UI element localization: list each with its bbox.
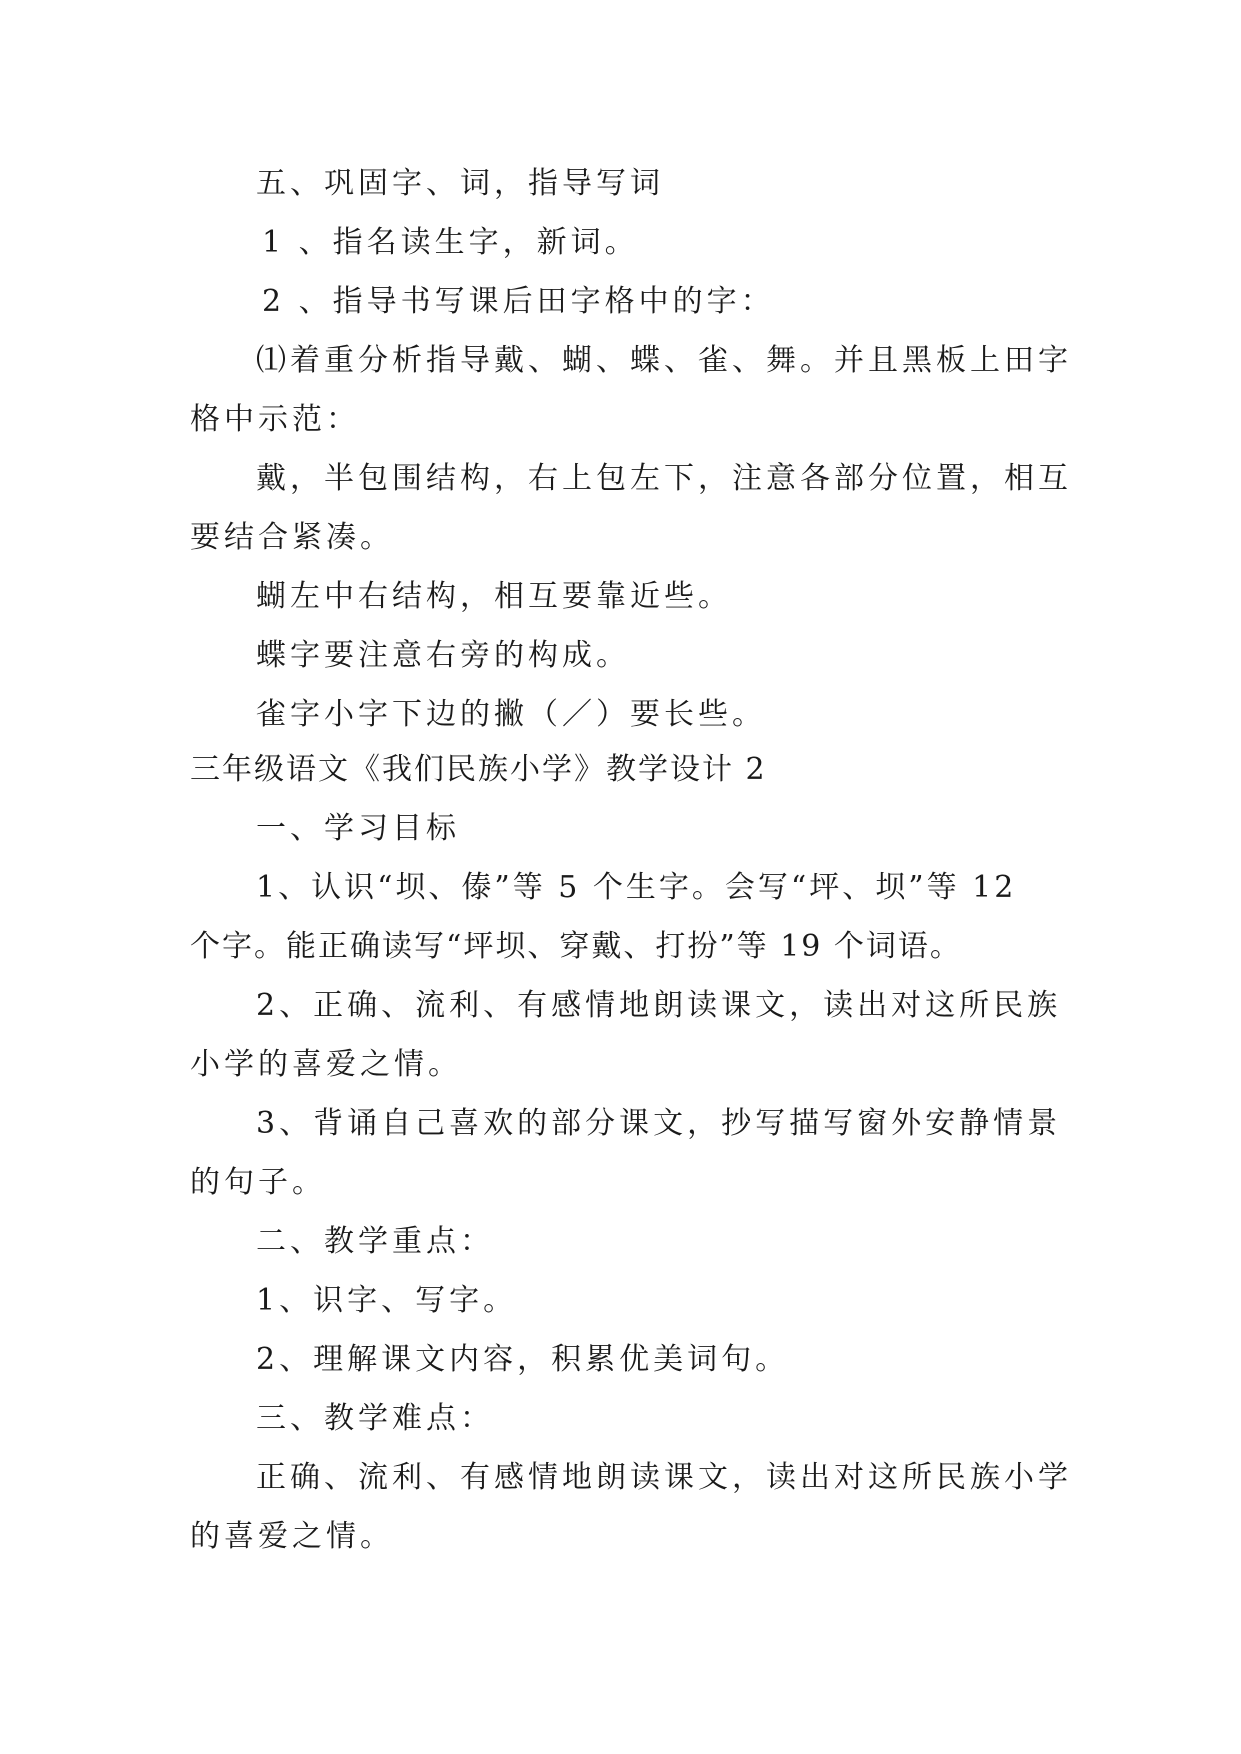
key-point-one: 1、识字、写字。: [256, 1283, 518, 1318]
paragraph-analysis-line1: ⑴着重分析指导戴、蝴、蝶、雀、舞。并且黑板上田字: [256, 343, 1072, 378]
key-point-two: 2、理解课文内容，积累优美词句。: [256, 1342, 790, 1377]
paragraph-dai-line2: 要结合紧凑。: [190, 520, 394, 555]
step-two-text: 2 、指导书写课后田字格中的字：: [262, 284, 775, 319]
section-two-heading: 二、教学重点：: [256, 1224, 494, 1259]
goal-one-line2: 个字。能正确读写“坪坝、穿戴、打扮”等 19 个词语。: [190, 929, 962, 964]
difficulty-line2: 的喜爱之情。: [190, 1519, 394, 1554]
paragraph-que: 雀字小字下边的撇（／）要长些。: [256, 697, 766, 732]
paragraph-hu: 蝴左中右结构，相互要靠近些。: [256, 579, 732, 614]
goal-three-line2: 的句子。: [190, 1165, 326, 1200]
goal-one-line1: 1、认识“坝、傣”等 5 个生字。会写“坪、坝”等 12: [256, 870, 1017, 905]
paragraph-die: 蝶字要注意右旁的构成。: [256, 638, 630, 673]
section-one-heading: 一、学习目标: [256, 811, 460, 846]
goal-three-line1: 3、背诵自己喜欢的部分课文，抄写描写窗外安静情景: [256, 1106, 1062, 1141]
paragraph-dai-line1: 戴，半包围结构，右上包左下，注意各部分位置，相互: [256, 461, 1072, 496]
document-title: 三年级语文《我们民族小学》教学设计 2: [190, 752, 767, 787]
goal-two-line2: 小学的喜爱之情。: [190, 1047, 462, 1082]
step-one-text: 1 、指名读生字，新词。: [262, 225, 639, 260]
goal-two-line1: 2、正确、流利、有感情地朗读课文，读出对这所民族: [256, 988, 1062, 1023]
section-three-heading: 三、教学难点：: [256, 1401, 494, 1436]
section-five-heading: 五、巩固字、词，指导写词: [256, 166, 664, 201]
difficulty-line1: 正确、流利、有感情地朗读课文，读出对这所民族小学: [256, 1460, 1072, 1495]
paragraph-analysis-line2: 格中示范：: [190, 402, 360, 437]
